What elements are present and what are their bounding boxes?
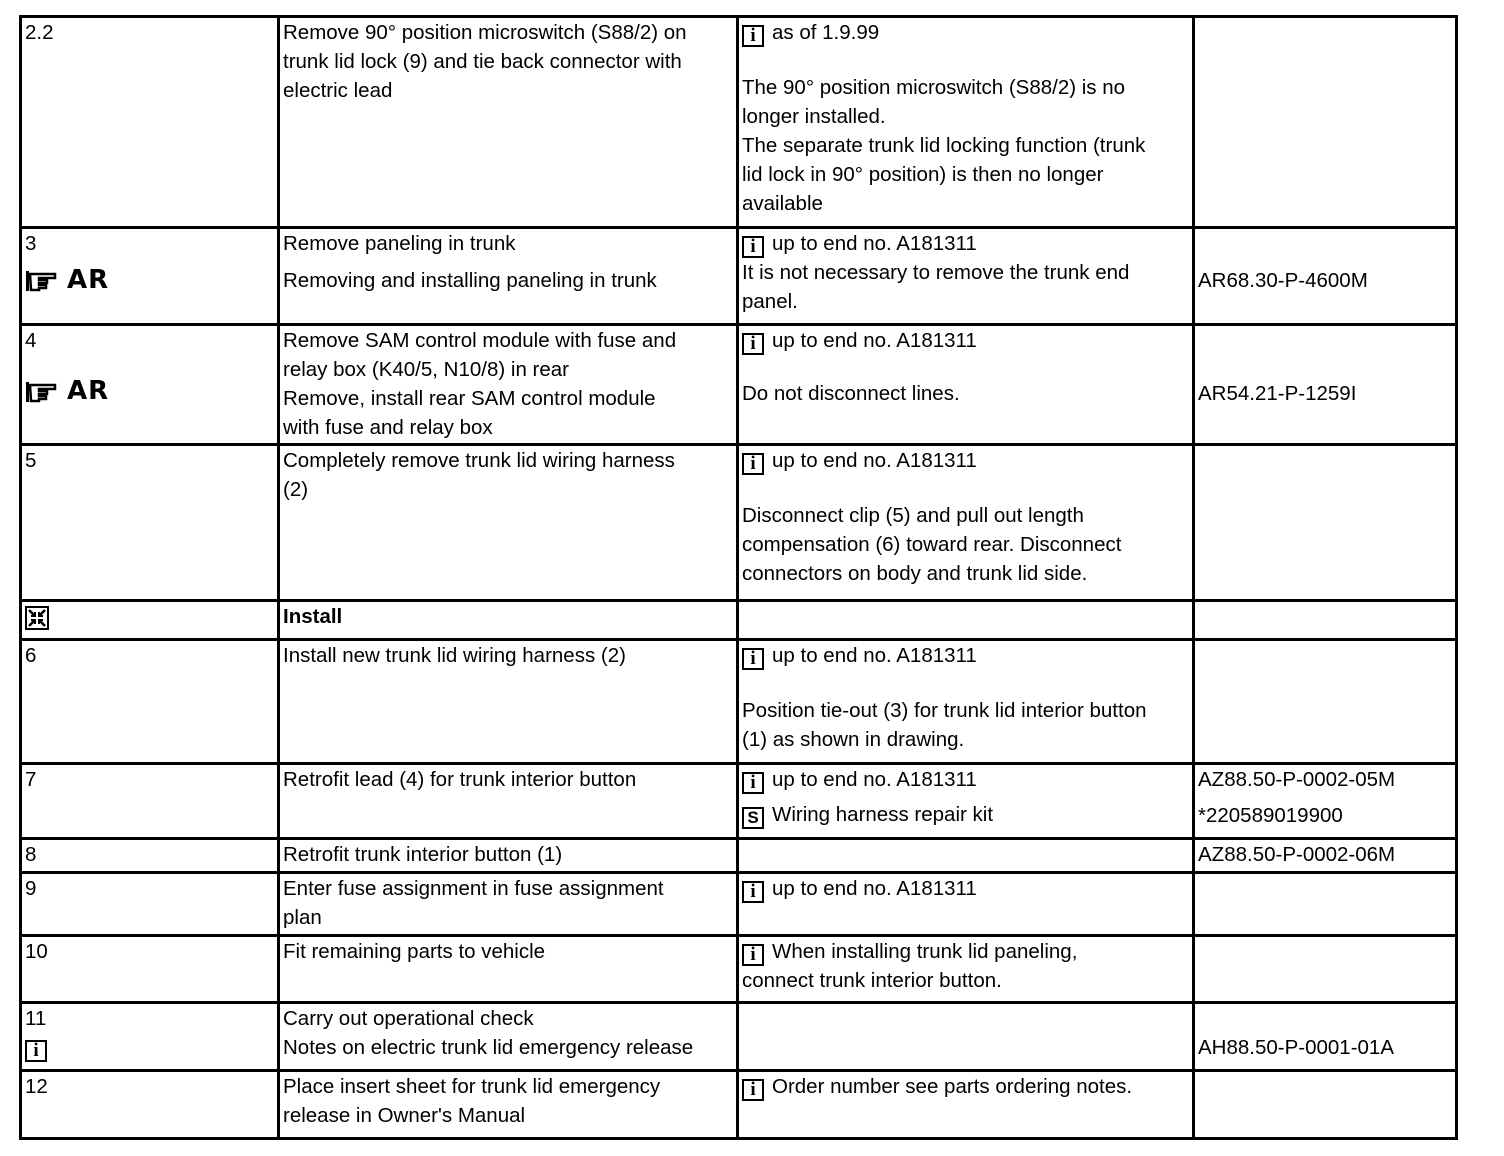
ar-link[interactable]: AR <box>25 266 109 295</box>
reference-cell <box>1194 640 1457 764</box>
table-row <box>21 1003 1457 1071</box>
repair-procedure-table <box>19 15 1458 1140</box>
action-cell: Remove 90° position microswitch (S88/2) on trunk lid lock (9) and tie back connector with electric lead <box>279 17 738 228</box>
info-icon: i <box>742 648 764 670</box>
reference-link[interactable]: AR68.30-P-4600M <box>1198 269 1368 292</box>
step-cell: 4 AR <box>21 325 279 445</box>
info-icon[interactable]: i <box>25 1040 47 1062</box>
ar-link[interactable]: AR <box>25 377 109 406</box>
reference-cell <box>1194 325 1457 445</box>
step-cell: 9 <box>21 873 279 936</box>
reference-link[interactable]: AZ88.50-P-0002-06M <box>1198 843 1396 866</box>
reference-cell <box>1194 601 1457 640</box>
table-row <box>21 839 1457 873</box>
info-icon: i <box>742 1079 764 1101</box>
section-row <box>21 601 1457 640</box>
action-cell: Carry out operational check Notes on electric trunk lid emergency release <box>279 1003 738 1071</box>
action-cell: Place insert sheet for trunk lid emergency release in Owner's Manual <box>279 1071 738 1139</box>
info-cell: i Order number see parts ordering notes. <box>738 1071 1194 1139</box>
table-row <box>21 640 1457 764</box>
reference-cell <box>1194 1003 1457 1071</box>
step-cell: 7 <box>21 764 279 839</box>
reference-link[interactable]: AR54.21-P-1259I <box>1198 382 1357 405</box>
reference-cell <box>1194 839 1457 873</box>
step-cell <box>21 601 279 640</box>
table-row <box>21 445 1457 601</box>
step-cell: 5 <box>21 445 279 601</box>
step-cell: 3 AR <box>21 228 279 325</box>
part-number: *220589019900 <box>1198 804 1343 827</box>
info-cell: i up to end no. A181311 <box>738 873 1194 936</box>
info-icon: i <box>742 881 764 903</box>
table-row <box>21 325 1457 445</box>
reference-cell <box>1194 873 1457 936</box>
section-title: Install <box>283 605 343 628</box>
step-cell: 6 <box>21 640 279 764</box>
action-cell: Remove SAM control module with fuse and relay box (K40/5, N10/8) in rear Remove, install rear SAM control module with fuse and relay box <box>279 325 738 445</box>
action-cell: Fit remaining parts to vehicle <box>279 936 738 1003</box>
table-row <box>21 228 1457 325</box>
pointing-hand-icon <box>25 380 63 404</box>
info-cell: i up to end no. A181311 Disconnect clip (5) and pull out length compensation (6) toward rear. Disconnect connectors on body and trunk lid side. <box>738 445 1194 601</box>
info-cell <box>738 601 1194 640</box>
reference-link[interactable]: AZ88.50-P-0002-05M <box>1198 768 1396 791</box>
info-icon: i <box>742 453 764 475</box>
info-icon: i <box>742 772 764 794</box>
table-row <box>21 764 1457 839</box>
reference-cell <box>1194 764 1457 839</box>
action-cell: Enter fuse assignment in fuse assignment plan <box>279 873 738 936</box>
step-cell: 2.2 <box>21 17 279 228</box>
info-icon: i <box>742 333 764 355</box>
info-cell <box>738 1003 1194 1071</box>
action-cell: Retrofit trunk interior button (1) <box>279 839 738 873</box>
info-cell: i When installing trunk lid paneling, connect trunk interior button. <box>738 936 1194 1003</box>
step-cell: 12 <box>21 1071 279 1139</box>
info-cell <box>738 839 1194 873</box>
step-cell: 8 <box>21 839 279 873</box>
table-row <box>21 936 1457 1003</box>
reference-cell <box>1194 445 1457 601</box>
action-cell: Retrofit lead (4) for trunk interior button <box>279 764 738 839</box>
action-cell: Remove paneling in trunk Removing and installing paneling in trunk <box>279 228 738 325</box>
action-cell: Completely remove trunk lid wiring harness (2) <box>279 445 738 601</box>
info-icon: i <box>742 944 764 966</box>
info-cell: i up to end no. A181311 S Wiring harness repair kit <box>738 764 1194 839</box>
ar-link-text[interactable]: with fuse and relay box <box>283 416 493 439</box>
info-icon: i <box>742 25 764 47</box>
step-cell: 11 i <box>21 1003 279 1071</box>
info-cell: i up to end no. A181311 Position tie-out (3) for trunk lid interior button (1) as shown in drawing. <box>738 640 1194 764</box>
action-cell: Install new trunk lid wiring harness (2) <box>279 640 738 764</box>
action-cell <box>279 601 738 640</box>
table-row <box>21 17 1457 228</box>
table-row <box>21 1071 1457 1139</box>
ar-link-text[interactable]: Remove, install rear SAM control module <box>283 387 656 410</box>
repair-kit-icon: S <box>742 807 764 829</box>
ar-link-text[interactable]: Removing and installing paneling in trunk <box>283 269 657 292</box>
reference-cell <box>1194 936 1457 1003</box>
pointing-hand-icon <box>25 269 63 293</box>
info-cell: i up to end no. A181311 It is not necessary to remove the trunk end panel. <box>738 228 1194 325</box>
table-row <box>21 873 1457 936</box>
info-cell: i as of 1.9.99 The 90° position microswitch (S88/2) is no longer installed. The separate trunk lid locking function (trunk lid lock in 90° position) is then no longer available <box>738 17 1194 228</box>
reference-cell <box>1194 17 1457 228</box>
reference-cell <box>1194 1071 1457 1139</box>
reference-cell <box>1194 228 1457 325</box>
info-cell: i up to end no. A181311 Do not disconnect lines. <box>738 325 1194 445</box>
install-icon <box>25 606 49 630</box>
info-icon: i <box>742 236 764 258</box>
reference-link[interactable]: AH88.50-P-0001-01A <box>1198 1036 1395 1059</box>
step-cell: 10 <box>21 936 279 1003</box>
notes-link[interactable]: Notes on electric trunk lid emergency release <box>283 1036 694 1059</box>
